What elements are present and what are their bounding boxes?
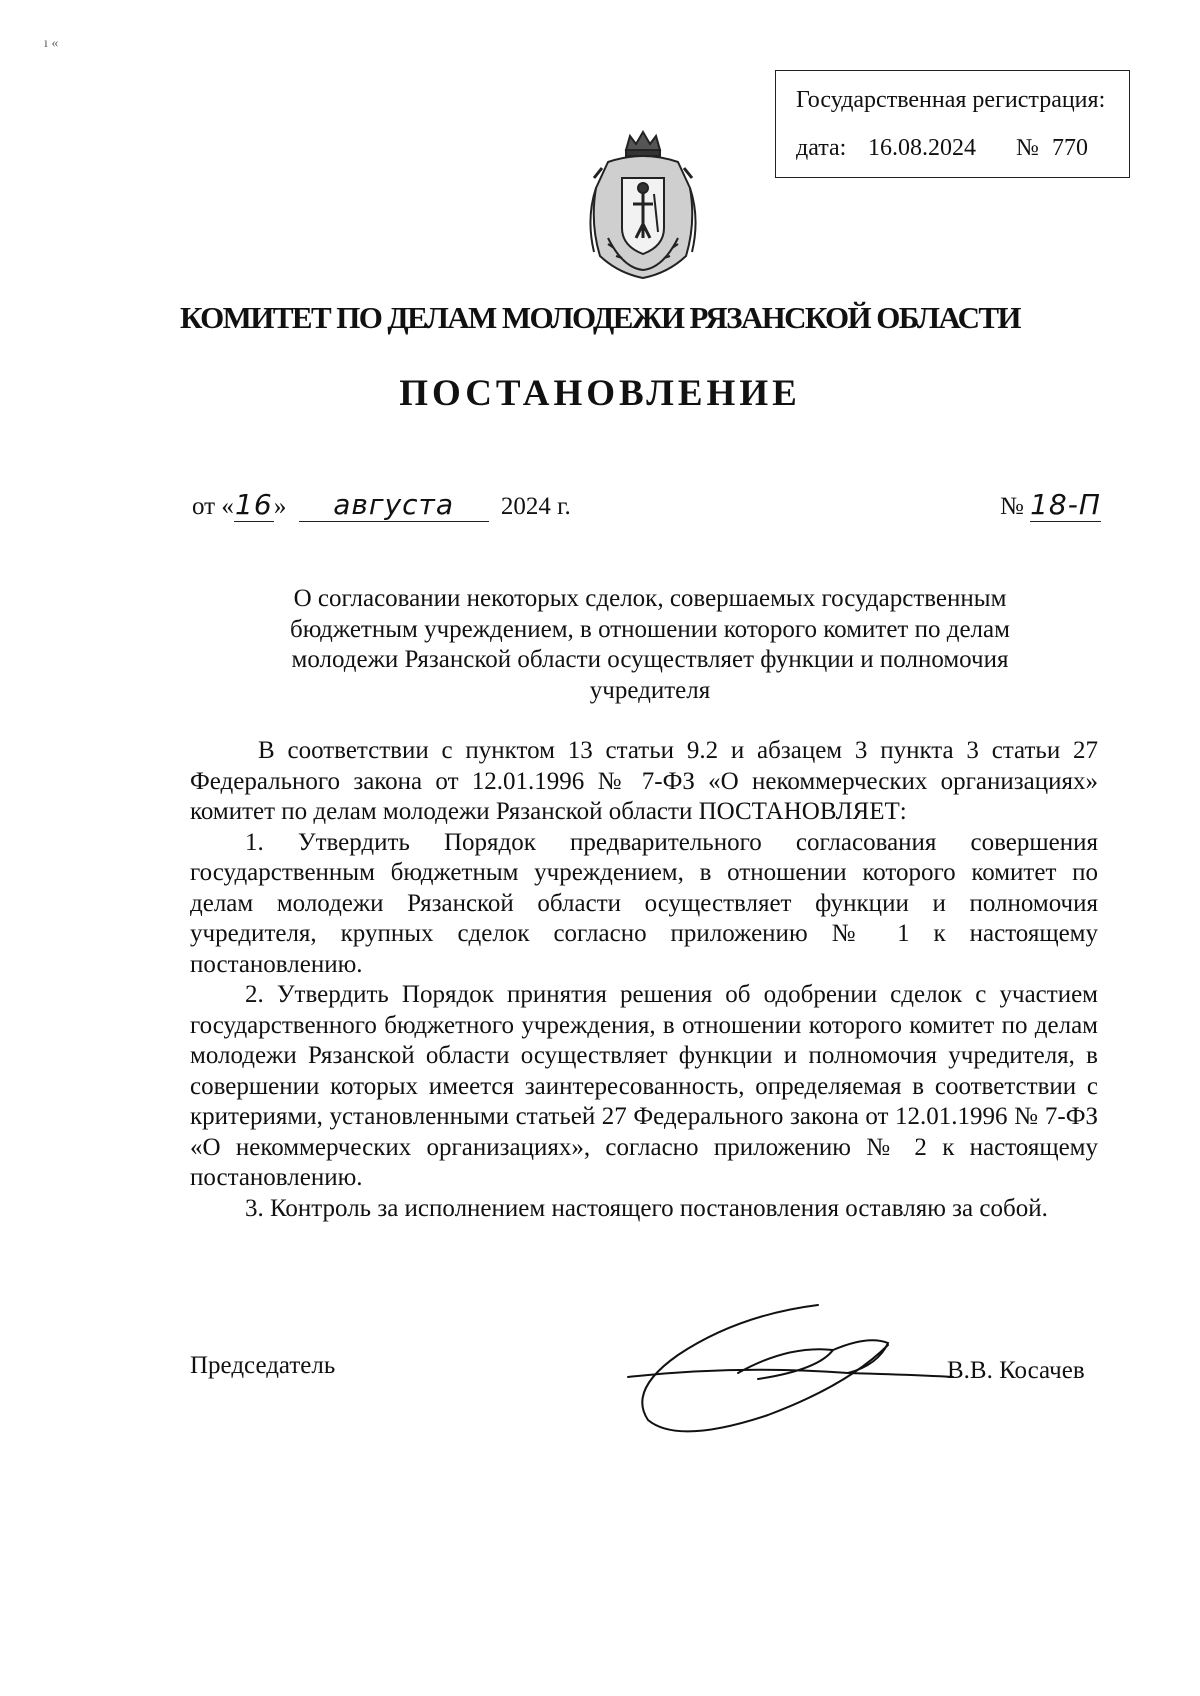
signatory-name: В.В. Косачев [947,1357,1085,1384]
registration-stamp [775,70,1130,178]
date-year: 2024 г. [500,493,571,520]
document-type: ПОСТАНОВЛЕНИЕ [399,373,801,414]
registration-number: 770 [1052,135,1088,161]
date-day-close: » [273,493,287,520]
body-item-1: 1. Утвердить Порядок предварительного согласования совершения государственным бюджетным учреждением, в отношении которого комитет по делам молодежи Рязанской области осуществляет функции и полномочия учредителя, крупных сделок согласно приложению № 1 к настоящему постановлению. [190,828,1098,978]
decree-number-line [1000,488,1101,522]
handwritten-signature [618,1295,958,1440]
registration-number-label: № [1016,135,1039,161]
date-prefix: от « [192,493,234,520]
registration-date: 16.08.2024 [868,135,976,161]
handwritten-day: 16 [235,488,273,521]
committee-name: КОМИТЕТ ПО ДЕЛАМ МОЛОДЕЖИ РЯЗАНСКОЙ ОБЛАСТИ [180,300,1020,335]
body-item-3: 3. Контроль за исполнением настоящего постановления оставляю за собой. [245,1194,1048,1222]
scan-mark: ı « [44,36,59,51]
coat-of-arms-icon [578,128,708,283]
registration-title: Государственная регистрация: [796,87,1106,113]
decree-number-label: № [1000,493,1024,520]
registration-date-label: дата: [796,135,847,161]
signatory-title: Председатель [190,1352,336,1379]
handwritten-decree-number: 18-П [1030,488,1101,521]
handwritten-month: августа [299,488,489,522]
decree-subject: О согласовании некоторых сделок, совершаемых государственным бюджетным учреждением, в отношении которого комитет по делам молодежи Рязанской области осуществляет функции и полномочия учредителя [290,585,1010,704]
decree-body [190,736,1098,1224]
decree-date-line [192,488,571,522]
body-item-2: 2. Утвердить Порядок принятия решения об одобрении сделок с участием государственного бюджетного учреждения, в отношении которого комитет по делам молодежи Рязанской области осуществляет функции и полномочия учредителя, в совершении которых имеется заинтересованность, определяемая в соответствии с критериями, установленными статьей 27 Федерального закона от 12.01.1996 № 7-ФЗ «О некоммерческих организациях», согласно приложению № 2 к настоящему постановлению. [190,981,1098,1191]
body-intro: В соответствии с пунктом 13 статьи 9.2 и абзацем 3 пункта 3 статьи 27 Федерального закона от 12.01.1996 № 7-ФЗ «О некоммерческих организациях» комитет по делам молодежи Рязанской области ПОСТАНОВЛЯЕТ: [190,737,1098,825]
